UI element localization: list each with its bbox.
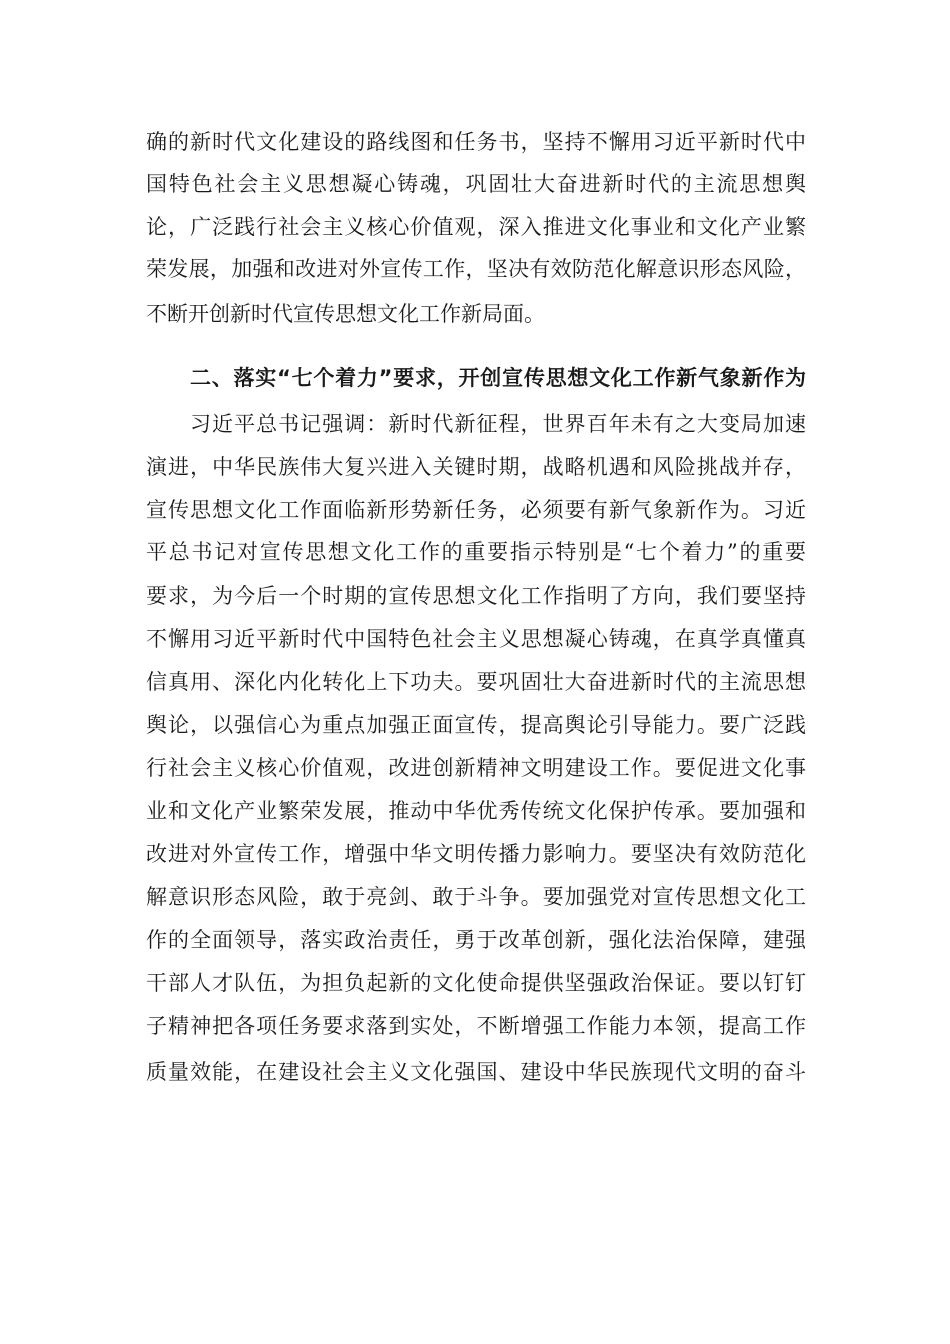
paragraph-2-line-15: 子精神把各项任务要求落到实处，不断增强工作能力本领，提高工作: [146, 1014, 806, 1038]
paragraph-1-line-1: 确的新时代文化建设的路线图和任务书，坚持不懈用习近平新时代中: [146, 130, 806, 154]
paragraph-1-line-4: 荣发展，加强和改进对外宣传工作，坚决有效防范化解意识形态风险，: [146, 257, 806, 281]
paragraph-2-line-2: 演进，中华民族伟大复兴进入关键时期，战略机遇和风险挑战并存，: [146, 455, 806, 479]
paragraph-2-line-13: 作的全面领导，落实政治责任，勇于改革创新，强化法治保障，建强: [146, 928, 806, 952]
paragraph-2-line-11: 改进对外宣传工作，增强中华文明传播力影响力。要坚决有效防范化: [146, 842, 806, 866]
paragraph-2-line-8: 舆论，以强信心为重点加强正面宣传，提高舆论引导能力。要广泛践: [146, 713, 806, 737]
paragraph-2-line-16: 质量效能，在建设社会主义文化强国、建设中华民族现代文明的奋斗: [146, 1060, 806, 1084]
paragraph-2-line-10: 业和文化产业繁荣发展，推动中华优秀传统文化保护传承。要加强和: [146, 799, 806, 823]
paragraph-2-line-9: 行社会主义核心价值观，改进创新精神文明建设工作。要促进文化事: [146, 756, 806, 780]
paragraph-2-line-1: 习近平总书记强调：新时代新征程，世界百年未有之大变局加速: [190, 412, 806, 436]
paragraph-2-line-6: 不懈用习近平新时代中国特色社会主义思想凝心铸魂，在真学真懂真: [146, 627, 806, 651]
paragraph-1-line-3: 论，广泛践行社会主义核心价值观，深入推进文化事业和文化产业繁: [146, 215, 806, 239]
section-heading-2: 二、落实“七个着力”要求，开创宣传思想文化工作新气象新作为: [190, 366, 806, 390]
paragraph-1-line-5: 不断开创新时代宣传思想文化工作新局面。: [146, 302, 545, 326]
paragraph-2-line-5: 要求，为今后一个时期的宣传思想文化工作指明了方向，我们要坚持: [146, 584, 806, 608]
paragraph-2-line-4: 平总书记对宣传思想文化工作的重要指示特别是“七个着力”的重要: [146, 540, 806, 564]
paragraph-1-line-2: 国特色社会主义思想凝心铸魂，巩固壮大奋进新时代的主流思想舆: [146, 172, 806, 196]
paragraph-2-line-14: 干部人才队伍，为担负起新的文化使命提供坚强政治保证。要以钉钉: [146, 971, 806, 995]
paragraph-2-line-12: 解意识形态风险，敢于亮剑、敢于斗争。要加强党对宣传思想文化工: [146, 885, 806, 909]
paragraph-2-line-3: 宣传思想文化工作面临新形势新任务，必须要有新气象新作为。习近: [146, 498, 806, 522]
paragraph-2-line-7: 信真用、深化内化转化上下功夫。要巩固壮大奋进新时代的主流思想: [146, 670, 806, 694]
